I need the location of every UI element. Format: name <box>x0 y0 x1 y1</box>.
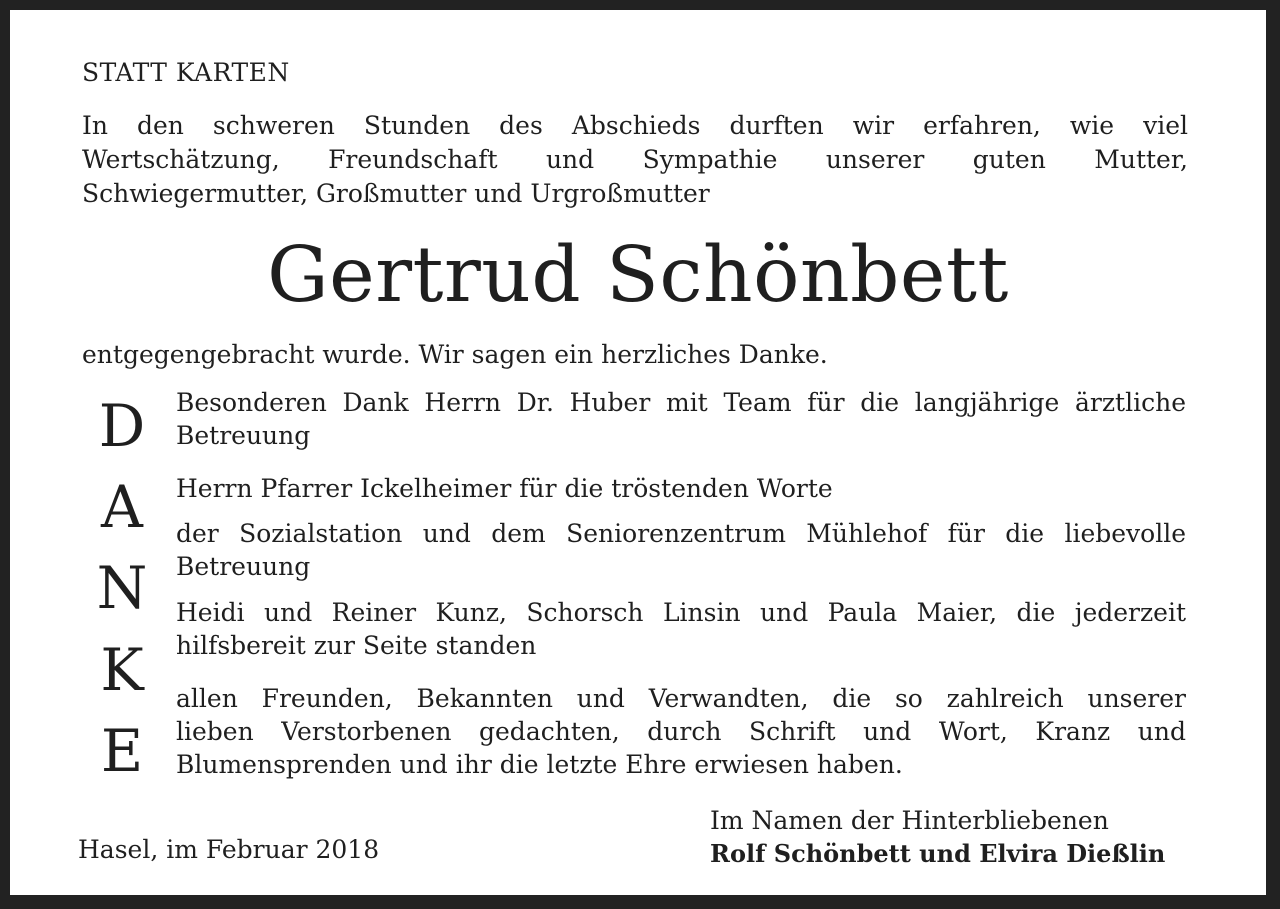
thanks-entry <box>176 472 1186 505</box>
intro-line: Schwiegermutter, Großmutter und Urgroßmutter <box>82 179 710 208</box>
signature-names: Rolf Schönbett und Elvira Dießlin <box>710 839 1166 868</box>
intro-line: In den schweren Stunden des Abschieds durften wir erfahren, wie viel <box>82 111 1188 140</box>
entry-line: Heidi und Reiner Kunz, Schorsch Linsin und Paula Maier, die jederzeit <box>176 598 1186 627</box>
thanks-line: entgegengebracht wurde. Wir sagen ein herzliches Danke. <box>82 340 828 369</box>
danke-letter: K <box>100 636 144 704</box>
thanks-entry <box>176 596 1186 662</box>
place-date: Hasel, im Februar 2018 <box>78 835 380 864</box>
entry-line: Blumensprenden und ihr die letzte Ehre erwiesen haben. <box>176 750 903 779</box>
signature-intro: Im Namen der Hinterbliebenen <box>710 806 1109 835</box>
entry-line: Besonderen Dank Herrn Dr. Huber mit Team für die langjährige ärztliche <box>176 388 1186 417</box>
danke-letter: E <box>100 717 144 785</box>
notice-heading: STATT KARTEN <box>82 58 290 87</box>
entry-line: lieben Verstorbenen gedachten, durch Schrift und Wort, Kranz und <box>176 717 1186 746</box>
thanks-entry <box>176 517 1186 583</box>
entry-line: der Sozialstation und dem Seniorenzentrum Mühlehof für die liebevolle <box>176 519 1186 548</box>
thanks-entry <box>176 386 1186 452</box>
obituary-notice <box>10 10 1266 895</box>
thanks-entry <box>176 682 1186 781</box>
entry-line: Herrn Pfarrer Ickelheimer für die tröstenden Worte <box>176 474 833 503</box>
entry-line: Betreuung <box>176 421 311 450</box>
entry-line: hilfsbereit zur Seite standen <box>176 631 537 660</box>
intro-paragraph <box>82 109 1188 211</box>
danke-letter: D <box>98 392 146 460</box>
intro-line: Wertschätzung, Freundschaft und Sympathie unserer guten Mutter, <box>82 145 1188 174</box>
danke-letter: A <box>101 473 143 541</box>
entry-line: Betreuung <box>176 552 311 581</box>
danke-letter: N <box>96 554 148 622</box>
deceased-name: Gertrud Schönbett <box>267 231 1009 320</box>
entry-line: allen Freunden, Bekannten und Verwandten, die so zahlreich unserer <box>176 684 1186 713</box>
